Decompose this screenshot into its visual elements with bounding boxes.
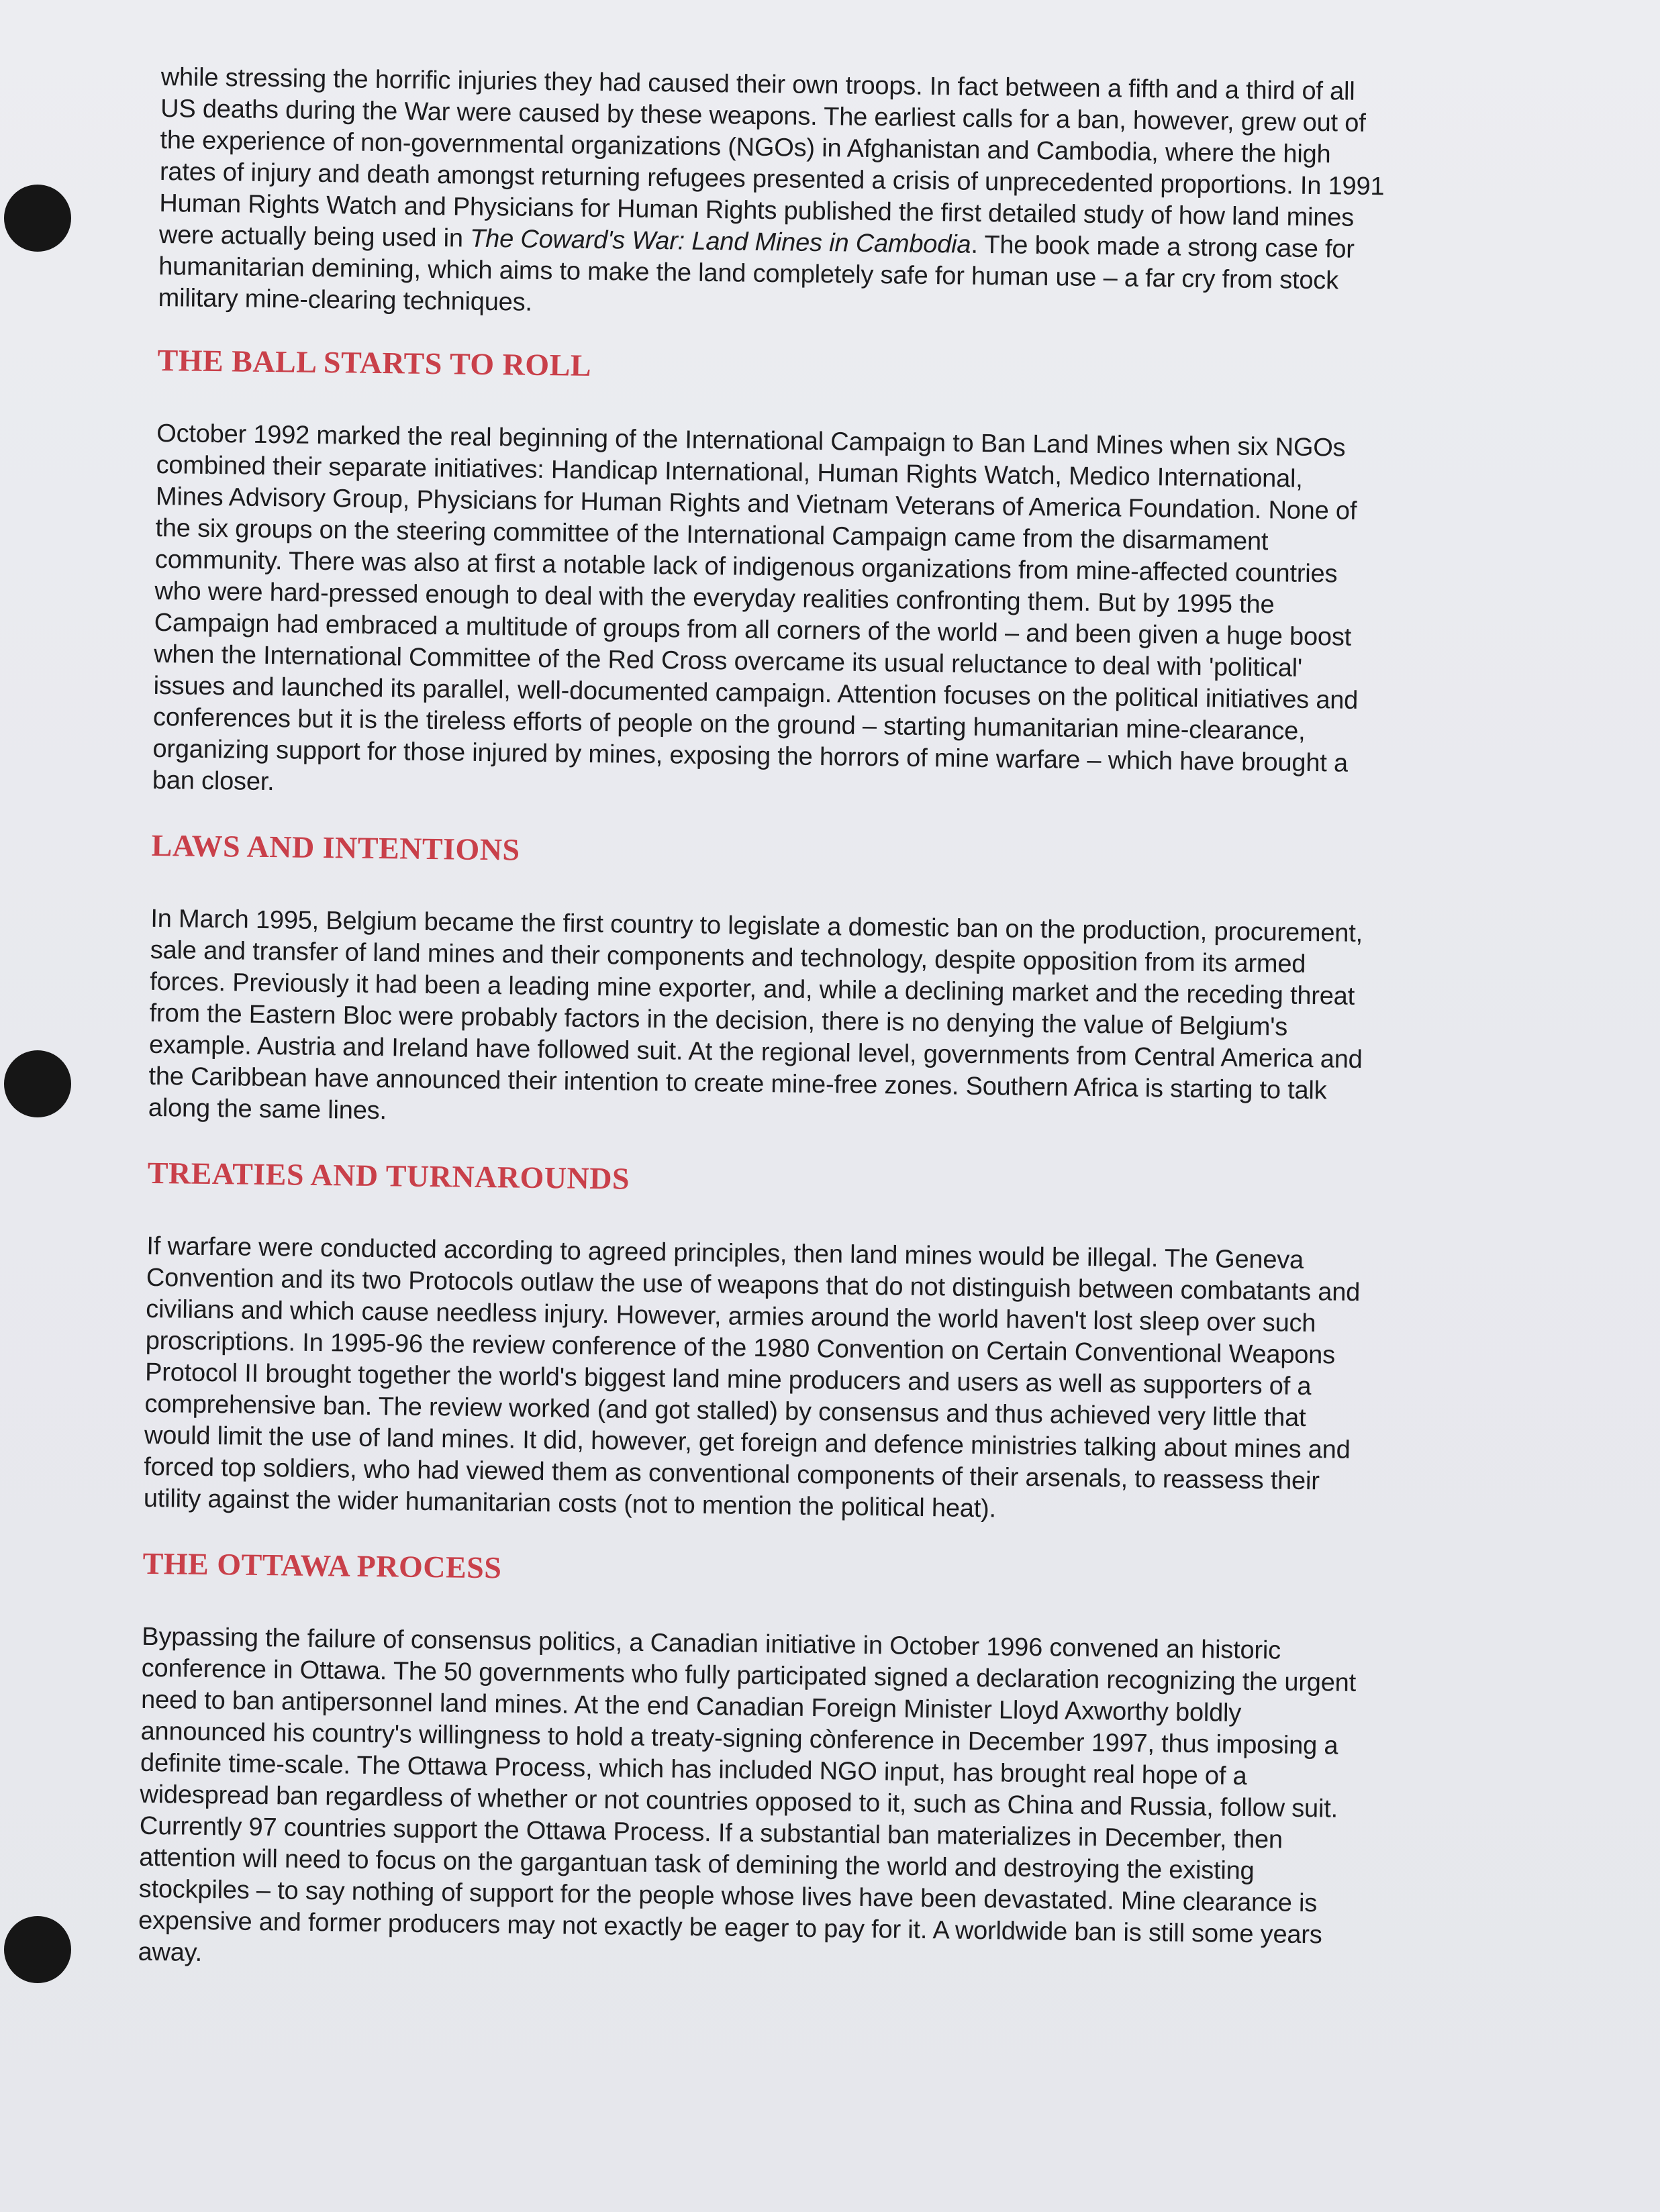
- book-title: The Coward's War: Land Mines in Cambodia: [469, 224, 971, 259]
- punch-hole: [4, 1050, 71, 1117]
- section-paragraph: October 1992 marked the real beginning of the International Campaign to Ban Land Mines when six NGOs combined their separate initiatives: Handicap International, Human Rights Watch, Medico International, Mines Advisory Group, Physicians for Human Rights and Vietnam Veterans of America Foundation. None of the six groups on the steering committee of the International Campaign came from the disarmament community. There was also at first a notable lack of indigenous organizations from mine-affected countries who were hard-pressed enough to deal with the everyday realities confronting them. But by 1995 the Campaign had embraced a multitude of groups from all corners of the world – and been given a huge boost when the International Committee of the Red Cross overcame its usual reluctance to deal with 'political' issues and launched its parallel, well-documented campaign. Attention focuses on the political initiatives and conferences but it is the tireless efforts of people on the ground – starting humanitarian mine-clearance, organizing support for those injured by mines, exposing the horrors of mine warfare – which have brought a ban closer.: [152, 419, 1359, 797]
- section-paragraph: In March 1995, Belgium became the first country to legislate a domestic ban on the production, procurement, sale and transfer of land mines and their components and technology, despite opposition from its armed forces. Previously it had been a leading mine exporter, and, while a declining market and the receding threat from the Eastern Bloc were probably factors in the decision, there is no denying the value of Belgium's example. Austria and Ireland have followed suit. At the regional level, governments from Central America and the Caribbean have announced their intention to create mine-free zones. Southern Africa is starting to talk along the same lines.: [148, 904, 1363, 1125]
- section-paragraph: Bypassing the failure of consensus politics, a Canadian initiative in October 1996 convened an historic conference in Ottawa. The 50 governments who fully participated signed a declaration recognizing the urgent need to ban antipersonnel land mines. At the end Canadian Foreign Minister Lloyd Axworthy boldly announced his country's willingness to hold a treaty-signing cònference in December 1997, thus imposing a definite time-scale. The Ottawa Process, which has included NGO input, has brought real hope of a widespread ban regardless of whether or not countries opposed to it, such as China and Russia, follow suit. Currently 97 countries support the Ottawa Process. If a substantial ban materializes in December, then attention will need to focus on the gargantuan task of demining the world and destroying the existing stockpiles – to say nothing of support for the people whose lives have been devastated. Mine clearance is expensive and former producers may not exactly be eager to pay for it. A worldwide ban is still some years away.: [138, 1622, 1357, 1967]
- section-heading: THE OTTAWA PROCESS: [142, 1546, 502, 1585]
- section-heading: THE BALL STARTS TO ROLL: [157, 342, 592, 383]
- punch-hole: [4, 1916, 71, 1983]
- section-heading: TREATIES AND TURNAROUNDS: [147, 1155, 630, 1196]
- intro-text-end: . The book made a strong case for humanitarian demining, which aims to make the land completely safe for human use – a far cry from stock military mine-clearing techniques.: [158, 230, 1355, 317]
- punch-hole: [4, 185, 71, 252]
- intro-text-start: while stressing the horrific injuries they had caused their own troops. In fact between a fifth and a third of all US deaths during the War were caused by these weapons. The earliest calls for a ban, however, grew out of the experience of non-governmental organizations (NGOs) in Afghanistan and Cambodia, where the high rates of injury and death amongst returning refugees presented a crisis of unprecedented proportions. In 1991 Human Rights Watch and Physicians for Human Rights published the first detailed study of how land mines were actually being used in: [158, 62, 1385, 253]
- section-paragraph: If warfare were conducted according to agreed principles, then land mines would be illegal. The Geneva Convention and its two Protocols outlaw the use of weapons that do not distinguish between combatants and civilians and which cause needless injury. However, armies around the world haven't lost sleep over such proscriptions. In 1995-96 the review conference of the 1980 Convention on Certain Conventional Weapons Protocol II brought together the world's biggest land mine producers and users as well as supporters of a comprehensive ban. The review worked (and got stalled) by consensus and thus achieved very little that would limit the use of land mines. It did, however, get foreign and defence ministries talking about mines and forced top soldiers, who had viewed them as conventional components of their arsenals, to reassess their utility against the wider humanitarian costs (not to mention the political heat).: [143, 1231, 1361, 1523]
- intro-paragraph: [158, 62, 1570, 332]
- section-heading: LAWS AND INTENTIONS: [151, 827, 520, 867]
- article-body: [138, 62, 1571, 1985]
